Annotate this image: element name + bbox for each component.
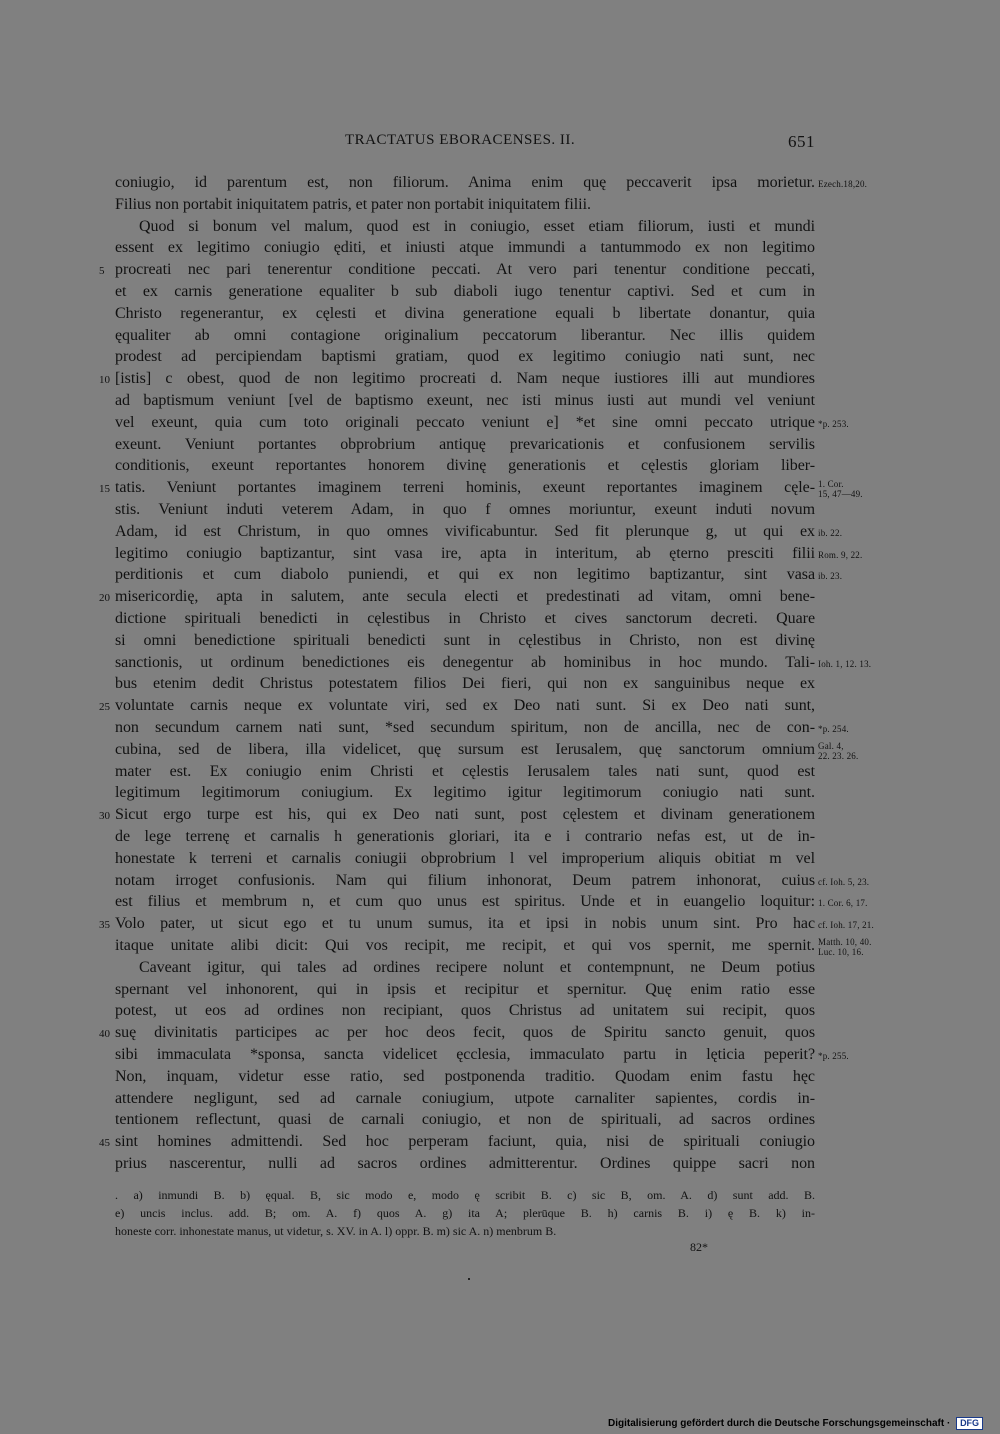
text-line: legitimum legitimorum coniugium. Ex legitimo igitur legitimorum coniugio nati sunt.	[115, 784, 815, 801]
margin-reference-part: 22. 23. 26.	[818, 751, 859, 761]
text-line: [istis] c obest, quod de non legitimo procreati d. Nam neque iustiores illi aut mundiores	[115, 370, 815, 387]
text-line: Quod si bonum vel malum, quod est in coniugio, esset etiam filiorum, iusti et mundi	[139, 218, 815, 235]
text-line: dictione spirituali benedicti in cęlestibus in Christo et cives sanctorum decreti. Quare	[115, 610, 815, 627]
text-line: cubina, sed de libera, illa videlicet, quę sursum est Ierusalem, quę sanctorum omnium	[115, 741, 815, 758]
line-number: 10	[99, 374, 110, 386]
text-line: Christo regenerantur, ex cęlesti et divina generatione equali b libertate donantur, quia	[115, 305, 815, 322]
text-line: voluntate carnis neque ex voluntate viri, sed ex Deo nati sunt. Si ex Deo nati sunt,	[115, 697, 815, 714]
margin-reference: cf. Ioh. 5, 23.	[818, 877, 870, 887]
line-number: 35	[99, 919, 110, 931]
text-line: Caveant igitur, qui tales ad ordines recipere nolunt et contempnunt, ne Deum potius	[139, 959, 815, 976]
margin-reference: *p. 253.	[818, 419, 849, 429]
footer-text: Digitalisierung gefördert durch die Deutsche Forschungsgemeinschaft ·	[608, 1418, 951, 1429]
margin-reference	[818, 739, 898, 763]
text-line: potest, ut eos ad ordines non recipiant, quos Christus ad unitatem sui recipit, quos	[115, 1002, 815, 1019]
margin-reference-part: Gal. 4,	[818, 741, 844, 751]
text-line: non secundum carnem nati sunt, *sed secundum spiritum, non de ancilla, nec de con-	[115, 719, 815, 736]
text-line: procreati nec pari tenerentur conditione peccati. At vero pari tenentur conditione peccati,	[115, 261, 815, 278]
running-header	[115, 132, 815, 154]
margin-reference: Ezech.18,20.	[818, 179, 868, 189]
text-line: ęqualiter ab omni contagione originalium peccatorum liberantur. Nec illis quidem	[115, 327, 815, 344]
margin-reference: Ioh. 1, 12. 13.	[818, 659, 872, 669]
text-line: vel exeunt, quia cum toto originali peccato veniunt e] *et sine omni peccato utrique	[115, 414, 815, 431]
margin-reference: ib. 23.	[818, 571, 843, 581]
text-line: exeunt. Veniunt portantes obprobrium antiquę prevaricationis et confusionem servilis	[115, 436, 815, 453]
text-line: misericordię, apta in salutem, ante secula electi et predestinati ad vitam, omni bene-	[115, 588, 815, 605]
line-number: 20	[99, 592, 110, 604]
text-line: si omni benedictione spirituali benedicti sunt in cęlestibus in Christo, non est divinę	[115, 632, 815, 649]
margin-reference: cf. Ioh. 17, 21.	[818, 920, 874, 930]
ink-dot	[468, 1278, 470, 1280]
text-line: tentionem reflectunt, quasi de carnali coniugio, et non de spirituali, ad sacros ordines	[115, 1111, 815, 1128]
text-line: suę divinitatis participes ac per hoc deos fecit, quos de Spiritu sancto genuit, quos	[115, 1024, 815, 1041]
line-number: 5	[99, 265, 105, 277]
text-line: est filius et membrum n, et cum quo unus est spiritus. Unde et in euangelio loquitur:	[115, 893, 815, 910]
line-number: 30	[99, 810, 110, 822]
text-line: sanctionis, ut ordinum benedictiones eis denegentur ab hominibus in hoc mundo. Tali-	[115, 654, 815, 671]
margin-reference: ib. 22.	[818, 528, 843, 538]
text-line: legitimo coniugio baptizantur, sint vasa ire, apta in interitum, ab ęterno presciti filii	[115, 545, 815, 562]
text-line: stis. Veniunt induti veterem Adam, in quo f omnes moriuntur, exeunt induti novum	[115, 501, 815, 518]
text-line: itaque unitate alibi dicit: Qui vos recipit, me recipit, et qui vos spernit, me spernit.	[115, 937, 815, 954]
text-line: mater est. Ex coniugio enim Christi et cęlestis Ierusalem tales nati sunt, quod est	[115, 763, 815, 780]
line-number: 25	[99, 701, 110, 713]
footnote-line: . a) inmundi B. b) ęqual. B, sic modo e, modo ę scribit B. c) sic B, om. A. d) sunt add. B.	[115, 1188, 815, 1202]
footnote-line: honeste corr. inhonestate manus, ut videtur, s. XV. in A. l) oppr. B. m) sic A. n) menbrum B.	[115, 1224, 557, 1238]
margin-reference: Rom. 9, 22.	[818, 550, 863, 560]
printer-signature: 82*	[690, 1240, 708, 1254]
text-line: attendere negligunt, sed ad carnale coniugium, utpote carnaliter sapientes, cordis in-	[115, 1090, 815, 1107]
text-line: Filius non portabit iniquitatem patris, et pater non portabit iniquitatem filii.	[115, 196, 591, 213]
text-line: coniugio, id parentum est, non filiorum. Anima enim quę peccaverit ipsa morietur.	[115, 174, 815, 191]
text-line: tatis. Veniunt portantes imaginem terreni hominis, exeunt reportantes imaginem cęle-	[115, 479, 815, 496]
header-title: TRACTATUS EBORACENSES. II.	[345, 132, 576, 148]
dfg-logo: DFG	[956, 1417, 983, 1430]
text-line: spernant vel inhonorent, qui in ipsis et recipitur et spernitur. Quę enim ratio esse	[115, 981, 815, 998]
text-line: sibi immaculata *sponsa, sancta videlicet ęcclesia, immaculato partu in lęticia peperit?	[115, 1046, 815, 1063]
text-line: honestate k terreni et carnalis coniugii obprobrium l vel improperium aliquis obitiat m vel	[115, 850, 815, 867]
margin-reference: 1. Cor. 6, 17.	[818, 898, 868, 908]
text-line: prius nascerentur, nulli ad sacros ordines admitterentur. Ordines quippe sacri non	[115, 1155, 815, 1172]
text-line: prodest ad percipiendam baptismi gratiam, quod ex legitimo coniugio nati sunt, nec	[115, 348, 815, 365]
margin-reference-part: 15, 47—49.	[818, 489, 863, 499]
text-line: sint homines admittendi. Sed hoc perperam faciunt, quia, nisi de spirituali coniugio	[115, 1133, 815, 1150]
digitization-footer	[608, 1416, 1000, 1432]
text-line: conditionis, exeunt reportantes honorem divinę generationis et cęlestis gloriam liber-	[115, 457, 815, 474]
text-line: ad baptismum veniunt [vel de baptismo exeunt, nec isti minus iusti aut mundi vel veniunt	[115, 392, 815, 409]
text-line: notam irroget confusionis. Nam qui filium inhonorat, Deum patrem inhonorat, cuius	[115, 872, 815, 889]
margin-reference-part: Matth. 10, 40.	[818, 937, 872, 947]
text-line: bus etenim dedit Christus potestatem filios Dei fieri, qui non ex sanguinibus neque ex	[115, 675, 815, 692]
text-line: Sicut ergo turpe est his, qui ex Deo nati sunt, post cęlestem et divinam generationem	[115, 806, 815, 823]
text-line: Volo pater, ut sicut ego et tu unum sumus, ita et ipsi in nobis unum sint. Pro hac	[115, 915, 815, 932]
text-line: Adam, id est Christum, in quo omnes vivificabuntur. Sed fit plerunque g, ut qui ex	[115, 523, 815, 540]
footnote-line: e) uncis inclus. add. B; om. A. f) quos A. g) ita A; plerūque B. h) carnis B. i) ę B. k) in-	[115, 1206, 815, 1220]
margin-reference: *p. 254.	[818, 724, 849, 734]
page-number: 651	[788, 132, 815, 151]
margin-reference	[818, 477, 898, 501]
line-number: 45	[99, 1137, 110, 1149]
margin-reference-part: Luc. 10, 16.	[818, 947, 864, 957]
text-line: perditionis et cum diabolo puniendi, et qui ex non legitimo baptizantur, sint vasa	[115, 566, 815, 583]
text-line: essent ex legitimo coniugio ęditi, et iniusti atque immundi a tantummodo ex non legitimo	[115, 239, 815, 256]
line-number: 15	[99, 483, 110, 495]
margin-reference: *p. 255.	[818, 1051, 849, 1061]
text-line: Non, inquam, videtur esse ratio, sed postponenda traditio. Quodam enim fastu hęc	[115, 1068, 815, 1085]
line-number: 40	[99, 1028, 110, 1040]
margin-reference	[818, 935, 898, 959]
text-line: de lege terrenę et carnalis h generationis gloriari, ita e i contrario nefas est, ut de in-	[115, 828, 815, 845]
margin-reference-part: 1. Cor.	[818, 479, 844, 489]
text-line: et ex carnis generatione equaliter b sub diaboli iugo tenentur captivi. Sed et cum in	[115, 283, 815, 300]
